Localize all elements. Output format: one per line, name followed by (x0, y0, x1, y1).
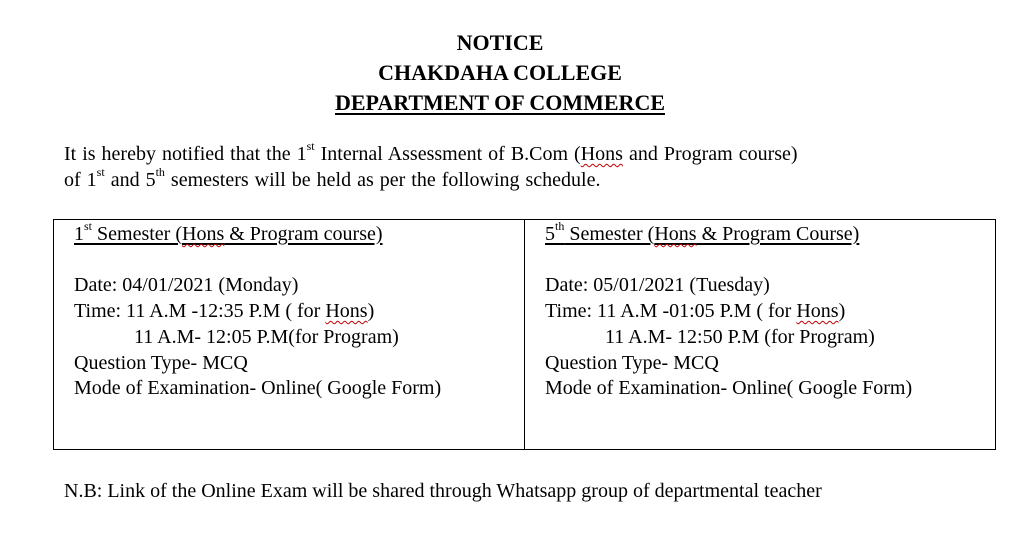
intro-text: semesters will be held as per the following schedule. (164, 169, 601, 191)
title-text: 1 (74, 223, 84, 245)
semester-1-time-hons (74, 298, 374, 324)
ordinal-suffix: th (555, 219, 565, 234)
semester-5-date: Date: 05/01/2021 (Tuesday) (545, 274, 770, 296)
semester-5-time-program: 11 A.M- 12:50 P.M (for Program) (605, 326, 875, 348)
time-hons-word: Hons (325, 300, 368, 322)
footer-note: N.B: Link of the Online Exam will be shared through Whatsapp group of departmental teacher (64, 480, 822, 502)
semester-1-question-type: Question Type- MCQ (74, 352, 248, 374)
schedule-table (53, 219, 996, 450)
semester-1-time-program: 11 A.M- 12:05 P.M(for Program) (134, 326, 399, 348)
semester-5-title (545, 221, 859, 247)
time-text: Time: 11 A.M -01:05 P.M ( for (545, 300, 797, 322)
time-text: ) (838, 300, 846, 322)
intro-hons-word: Hons (580, 143, 623, 165)
intro-text: Internal Assessment of B.Com ( (314, 143, 581, 165)
intro-line-1 (64, 141, 798, 167)
time-text: ) (367, 300, 375, 322)
intro-text: and 5 (104, 169, 156, 191)
title-text: 5 (545, 223, 555, 245)
intro-text: and Program course) (622, 143, 798, 165)
title-hons-word: Hons (182, 223, 225, 245)
college-name: CHAKDAHA COLLEGE (378, 60, 622, 85)
semester-5-exam-mode: Mode of Examination- Online( Google Form) (545, 377, 913, 399)
title-text: Semester ( (92, 223, 182, 245)
intro-text: It is hereby notified that the 1 (64, 143, 307, 165)
ordinal-suffix: st (306, 139, 315, 154)
title-text: & Program course) (224, 223, 383, 245)
semester-5-time-hons (545, 298, 845, 324)
title-text: Semester ( (564, 223, 655, 245)
column-divider (524, 220, 525, 449)
semester-1-exam-mode: Mode of Examination- Online( Google Form) (74, 377, 442, 399)
intro-line-2 (64, 167, 600, 193)
notice-title: NOTICE (456, 30, 544, 55)
ordinal-suffix: th (155, 165, 165, 180)
time-text: Time: 11 A.M -12:35 P.M ( for (74, 300, 326, 322)
intro-text: of 1 (64, 169, 97, 191)
semester-5-question-type: Question Type- MCQ (545, 352, 719, 374)
ordinal-suffix: st (84, 219, 93, 234)
semester-1-title (74, 221, 383, 247)
ordinal-suffix: st (96, 165, 105, 180)
title-text: & Program Course) (696, 223, 860, 245)
title-hons-word: Hons (654, 223, 697, 245)
semester-1-date: Date: 04/01/2021 (Monday) (74, 274, 299, 296)
department-name: DEPARTMENT OF COMMERCE (334, 90, 666, 115)
time-hons-word: Hons (796, 300, 839, 322)
